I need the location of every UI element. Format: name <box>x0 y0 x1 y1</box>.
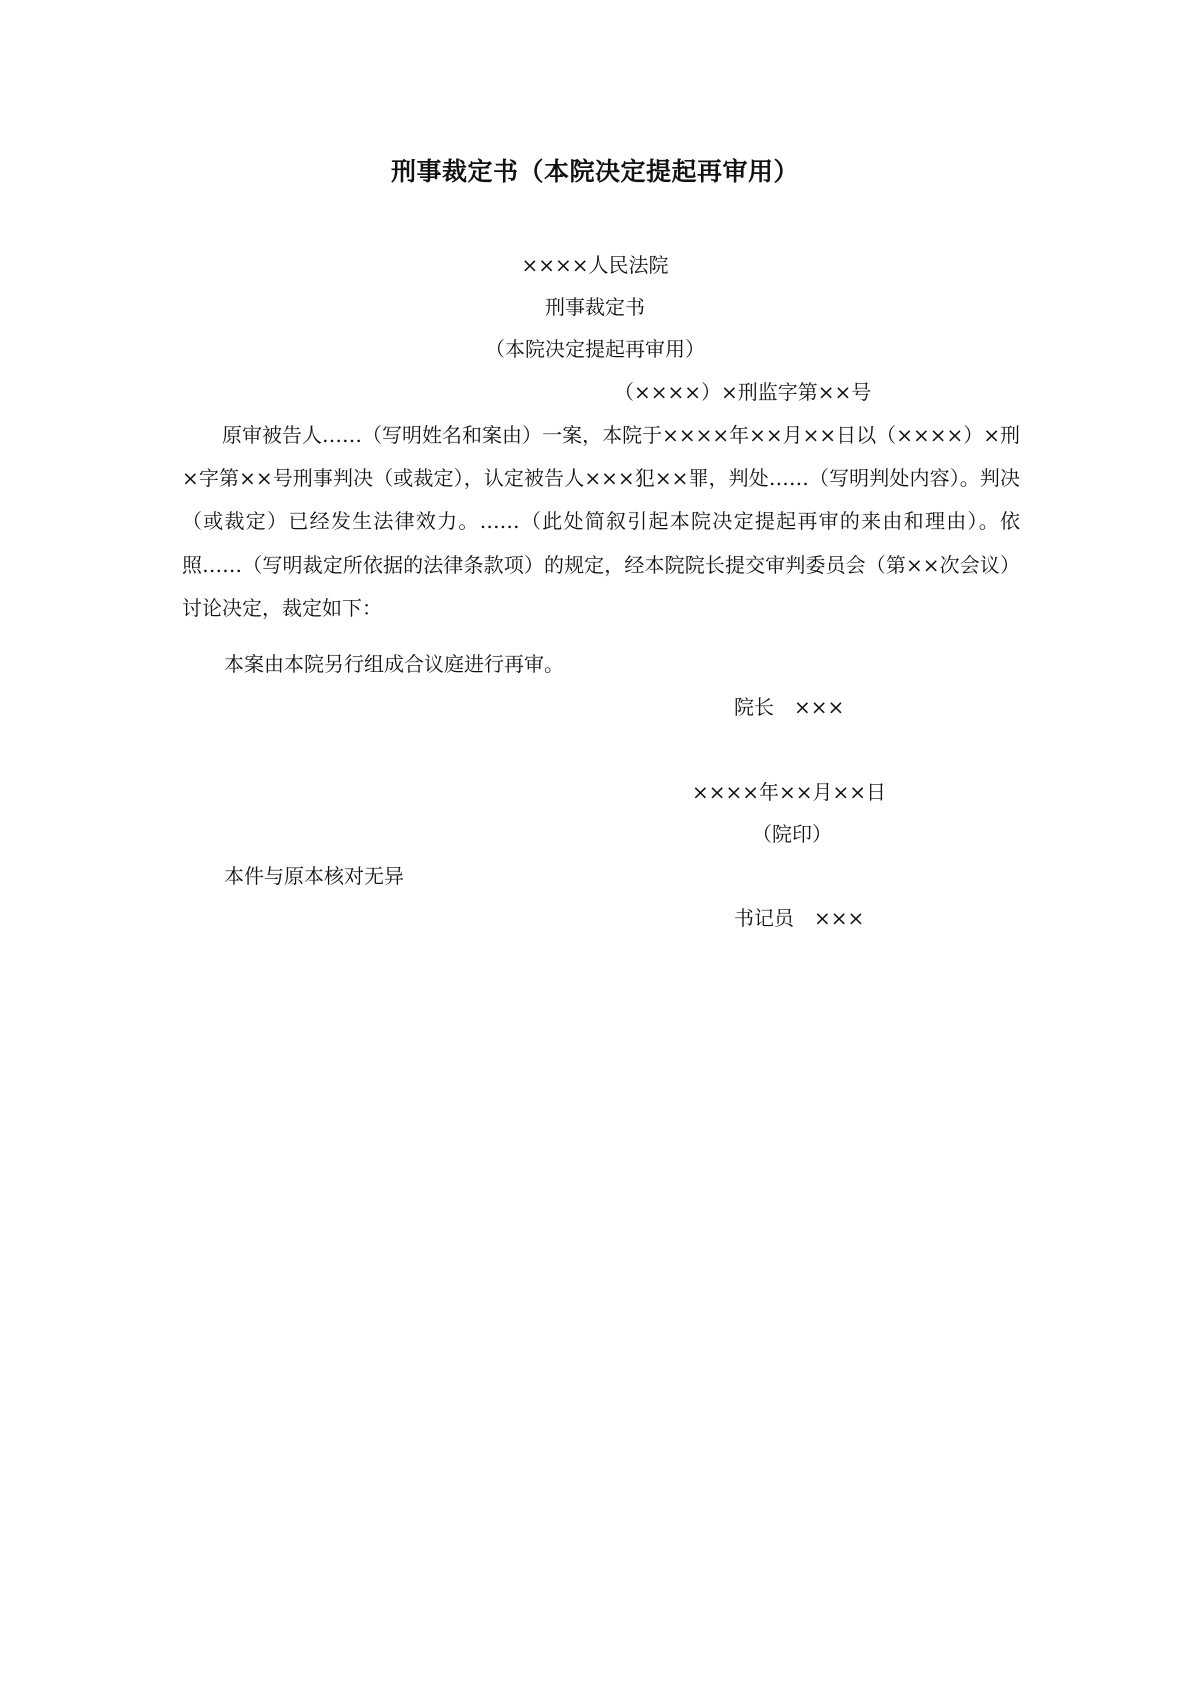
court-name: ××××人民法院 <box>521 253 669 277</box>
clerk-signature: 书记员 ××× <box>734 906 865 930</box>
date-line: ××××年××月××日 <box>692 780 887 804</box>
president-signature: 院长 ××× <box>734 695 845 719</box>
ruling-text: 本案由本院另行组成合议庭进行再审。 <box>224 652 564 676</box>
document-type: 刑事裁定书 <box>545 295 645 319</box>
case-number: （××××）×刑监字第××号 <box>614 380 872 404</box>
body-paragraph: 原审被告人……（写明姓名和案由）一案，本院于××××年××月××日以（××××）×刑×字第××号刑事判决（或裁定），认定被告人×××犯××罪，判处……（写明判处内容）。判决（或裁定）已经发生法律效力。……（此处简叙引起本院决定提起再审的来由和理由）。依照……（写明裁定所依据的法律条款项）的规定，经本院院长提交审判委员会（第××次会议）讨论决定，裁定如下： <box>182 423 1020 620</box>
court-seal: （院印） <box>752 822 832 846</box>
document-title: 刑事裁定书（本院决定提起再审用） <box>390 157 799 186</box>
verification-note: 本件与原本核对无异 <box>224 864 404 888</box>
document-subtype: （本院决定提起再审用） <box>485 337 705 361</box>
